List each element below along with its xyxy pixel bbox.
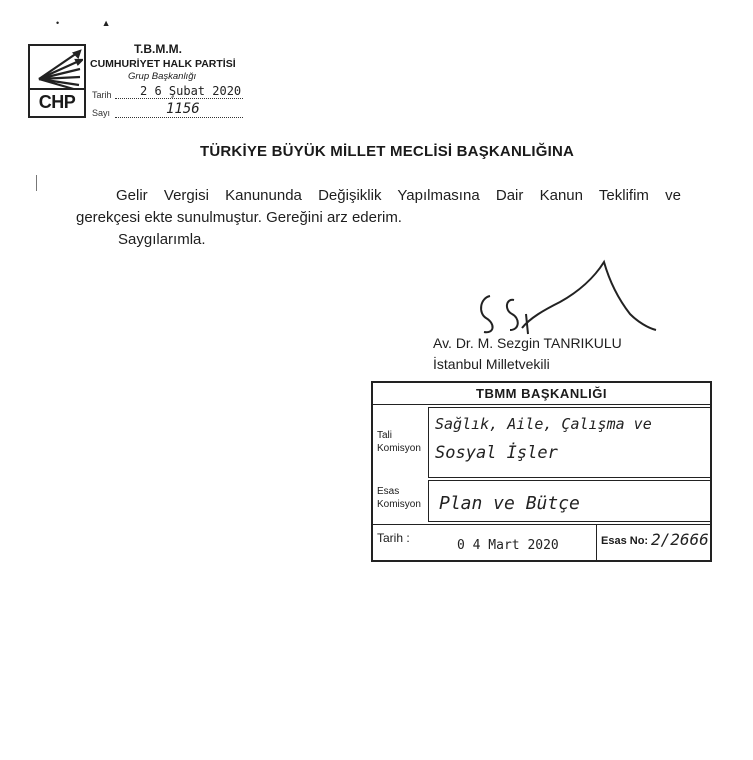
signer-name: Av. Dr. M. Sezgin TANRIKULU: [433, 335, 622, 351]
registry-stamp: [371, 381, 712, 562]
stamp-number-label: Sayı: [92, 108, 111, 118]
registry-date-label: Tarih :: [377, 531, 410, 545]
stamp-date-dots: [115, 98, 243, 99]
tali-value-1: Sağlık, Aile, Çalışma ve: [435, 415, 652, 433]
registry-date-value: 0 4 Mart 2020: [457, 538, 559, 553]
body-line-3: Saygılarımla.: [118, 231, 206, 248]
margin-tick: [36, 175, 37, 191]
signer-title: İstanbul Milletvekili: [433, 356, 550, 372]
stamp-line-2: CUMHURİYET HALK PARTİSİ: [90, 58, 236, 70]
stamp-number-dots: [115, 117, 243, 118]
six-arrows-icon: [33, 49, 83, 91]
chp-logo: [28, 44, 86, 118]
tali-label: Tali Komisyon: [377, 430, 421, 454]
corner-marks: • ▲: [56, 18, 131, 28]
stamp-date-value: 2 6 Şubat 2020: [140, 84, 242, 98]
tali-value-2: Sosyal İşler: [435, 443, 558, 463]
registry-title: TBMM BAŞKANLIĞI: [476, 386, 607, 401]
stamp-line-3: Grup Başkanlığı: [128, 71, 197, 82]
stamp-date-label: Tarih: [92, 90, 112, 100]
body-line-2: gerekçesi ekte sunulmuştur. Gereğini arz ederim.: [76, 209, 402, 226]
esas-no-label: Esas No:: [601, 535, 649, 547]
signature-scribble: [470, 258, 670, 338]
logo-text: CHP: [30, 88, 84, 116]
document-heading: TÜRKİYE BÜYÜK MİLLET MECLİSİ BAŞKANLIĞINA: [200, 143, 575, 160]
esas-no-value: 2/2666: [651, 530, 709, 549]
stamp-number-value: 1156: [166, 101, 200, 117]
esas-label: Esas Komisyon: [377, 486, 421, 510]
body-line-1: Gelir Vergisi Kanununda Değişiklik Yapılmasına Dair Kanun Teklifim ve: [116, 187, 681, 204]
esas-value: Plan ve Bütçe: [439, 493, 580, 514]
stamp-line-1: T.B.M.M.: [134, 42, 182, 56]
